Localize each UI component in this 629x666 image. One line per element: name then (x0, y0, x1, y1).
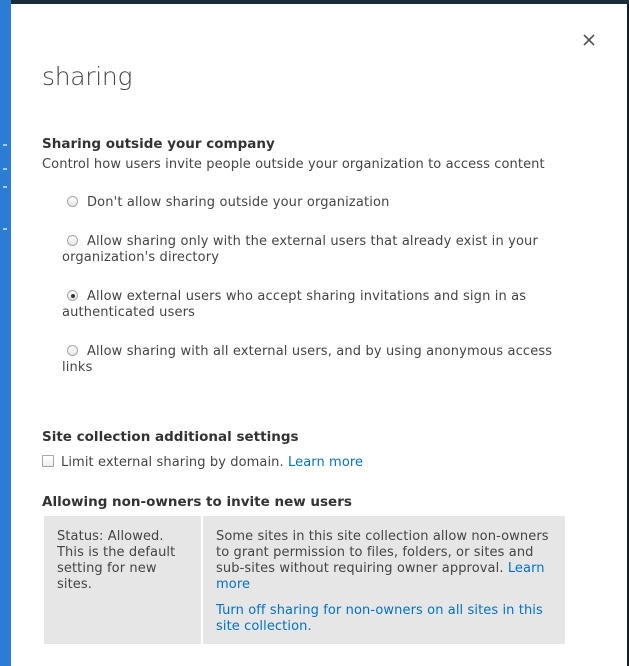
info-text: Some sites in this site collection allow non-owners to grant permission to files, folders, or sites and sub-sites without requiring owner approval. (216, 529, 549, 576)
sharing-outside-heading: Sharing outside your company (42, 136, 275, 152)
non-owners-info (203, 516, 565, 644)
learn-more-link[interactable]: Learn more (287, 455, 364, 470)
turn-off-sharing-link[interactable]: Turn off sharing for non-owners on all sites in this site collection. (216, 603, 543, 634)
radio-button-selected[interactable] (67, 290, 78, 301)
radio-option-existing-users[interactable] (62, 234, 562, 266)
radio-label: Don't allow sharing outside your organization (87, 195, 390, 210)
radio-button[interactable] (67, 196, 78, 207)
limit-domain-row (42, 455, 363, 470)
site-collection-heading: Site collection additional settings (42, 429, 299, 445)
radio-option-anonymous-links[interactable] (62, 344, 562, 376)
learn-more-link[interactable]: Learn more (216, 561, 545, 592)
radio-option-no-sharing[interactable] (62, 195, 562, 211)
status-text: Status: Allowed. This is the default setting for new sites. (57, 529, 176, 592)
non-owners-heading: Allowing non-owners to invite new users (42, 494, 352, 510)
sharing-dialog (11, 4, 627, 666)
sharing-outside-description: Control how users invite people outside your organization to access content (42, 157, 545, 172)
close-button[interactable] (579, 30, 599, 50)
radio-label: Allow external users who accept sharing invitations and sign in as authenticated users (62, 289, 527, 320)
radio-label: Allow sharing only with the external users that already exist in your organization's directory (62, 234, 538, 265)
radio-button[interactable] (67, 235, 78, 246)
radio-label: Allow sharing with all external users, and by using anonymous access links (62, 344, 553, 375)
limit-domain-checkbox[interactable] (42, 455, 54, 467)
radio-option-authenticated-users[interactable] (62, 289, 562, 321)
backdrop-page-edge (0, 0, 11, 666)
non-owners-info-box (44, 516, 565, 644)
limit-domain-label: Limit external sharing by domain. (61, 455, 284, 470)
dialog-title: sharing (42, 62, 133, 91)
radio-button[interactable] (67, 345, 78, 356)
close-icon (579, 30, 599, 50)
